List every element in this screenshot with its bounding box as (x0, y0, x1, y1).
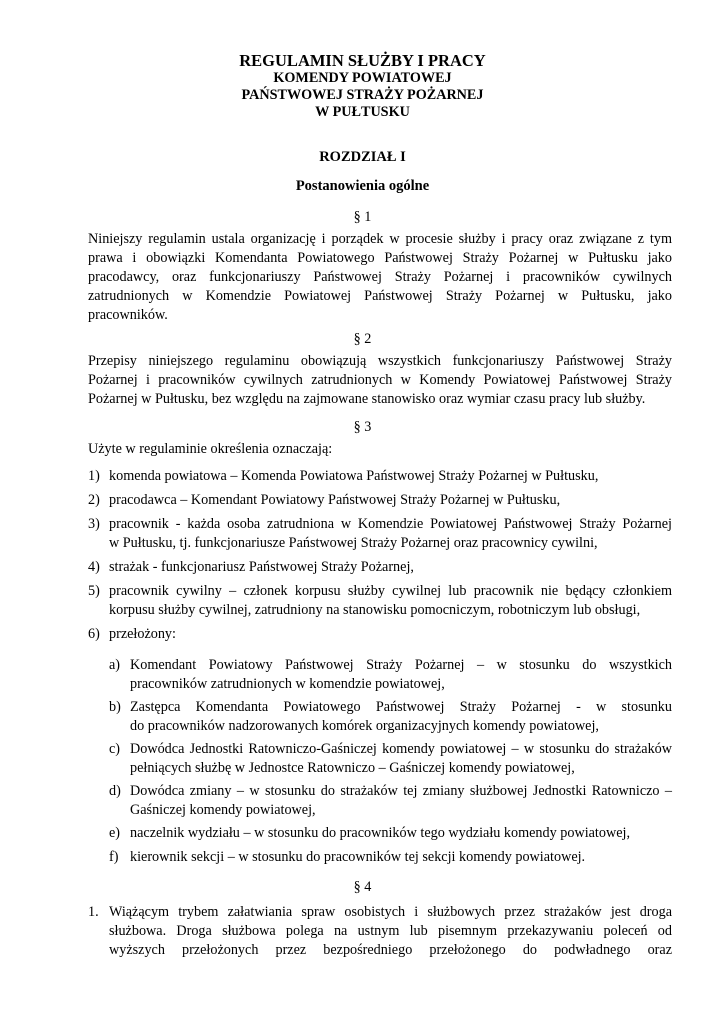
sublist-item-line: kierownik sekcji – w stosunku do pracowników tej sekcji komendy powiatowej. (130, 849, 586, 865)
list-number: 2) (88, 492, 100, 508)
sublist-item-line: Dowódca zmiany – w stosunku do strażaków tej zmiany służbowej Jednostki Ratowniczo – (130, 783, 672, 799)
list-item (109, 582, 672, 620)
section-mark: § 1 (353, 209, 372, 225)
list-item (109, 491, 672, 510)
document-subtitle-line: W PUŁTUSKU (315, 104, 410, 120)
sublist-item (130, 740, 672, 778)
sublist-item-line: Zastępca Komendanta Powiatowego Państwowej Straży Pożarnej - w stosunku (130, 699, 672, 715)
list-item-line: pracodawca – Komendant Powiatowy Państwowej Straży Pożarnej w Pułtusku, (109, 492, 561, 508)
list-item (109, 467, 672, 486)
sublist-letter: d) (109, 783, 121, 799)
paragraph-line: pracodawcy, oraz funkcjonariuszy Państwowej Straży Pożarnej i pracowników cywilnych (88, 269, 672, 285)
paragraph-line: służbowa. Droga służbowa polega na ustnym lub pisemnym przekazywaniu poleceń od (109, 923, 672, 939)
sublist-item (130, 782, 672, 820)
list-item-line: komenda powiatowa – Komenda Powiatowa Państwowej Straży Pożarnej w Pułtusku, (109, 468, 599, 484)
sublist-letter: f) (109, 849, 119, 865)
document-subtitle-line: PAŃSTWOWEJ STRAŻY POŻARNEJ (241, 87, 484, 103)
section-mark: § 3 (353, 419, 372, 435)
chapter-label: ROZDZIAŁ I (319, 149, 406, 165)
section-paragraph (88, 230, 672, 325)
list-number: 1) (88, 468, 100, 484)
section-paragraph (88, 352, 672, 409)
list-item-line: w Pułtusku, tj. funkcjonariusze Państwowej Straży Pożarnej oraz pracownicy cywilni, (109, 535, 598, 551)
list-number: 4) (88, 559, 100, 575)
sublist-letter: e) (109, 825, 121, 841)
section-mark: § 2 (353, 331, 372, 347)
sublist-item-line: pracowników zatrudnionych w komendzie powiatowej, (130, 676, 445, 692)
paragraph-line: pracowników. (88, 307, 168, 323)
sublist-item-line: Dowódca Jednostki Ratowniczo-Gaśniczej komendy powiatowej – w stosunku do strażaków (130, 741, 672, 757)
sublist-item (130, 848, 672, 867)
paragraph-line: Pożarnej i pracowników cywilnych zatrudnionych w Komendy Powiatowej Państwowej Straży (88, 372, 672, 388)
list-number: 1. (88, 904, 99, 920)
sublist-letter: a) (109, 657, 121, 673)
sublist-letter: b) (109, 699, 121, 715)
list-item (109, 515, 672, 553)
sublist-item-line: do pracowników nadzorowanych komórek organizacyjnych komendy powiatowej, (130, 718, 599, 734)
list-item-line: strażak - funkcjonariusz Państwowej Straży Pożarnej, (109, 559, 414, 575)
list-item-line: pracownik - każda osoba zatrudniona w Komendzie Powiatowej Państwowej Straży Pożarnej (109, 516, 672, 532)
sublist-item-line: Komendant Powiatowy Państwowej Straży Pożarnej – w stosunku do wszystkich (130, 657, 672, 673)
chapter-subtitle: Postanowienia ogólne (295, 178, 430, 194)
list-item (109, 558, 672, 577)
list-item-line: pracownik cywilny – członek korpusu służby cywilnej lub pracownik nie będący członkiem (109, 583, 672, 599)
paragraph-line: prawa i obowiązki Komendanta Powiatowego Państwowej Straży Pożarnej w Pułtusku jako (88, 250, 672, 266)
section-intro: Użyte w regulaminie określenia oznaczają: (88, 441, 333, 457)
paragraph-line: Pożarnej w Pułtusku, bez względu na zajmowane stanowisko oraz wymiar czasu pracy lub służby. (88, 391, 646, 407)
sublist-item-line: naczelnik wydziału – w stosunku do pracowników tego wydziału komendy powiatowej, (130, 825, 630, 841)
sublist-item (130, 824, 672, 843)
list-number: 3) (88, 516, 100, 532)
list-number: 6) (88, 626, 100, 642)
section-paragraph (109, 903, 672, 960)
document-subtitle-line: KOMENDY POWIATOWEJ (273, 70, 452, 86)
section-mark: § 4 (353, 879, 372, 895)
list-item-line: korpusu służby cywilnej, zatrudniony na stanowisku pomocniczym, robotniczym lub obsługi, (109, 602, 641, 618)
sublist-item-line: Gaśniczej komendy powiatowej, (130, 802, 316, 818)
sublist-item (130, 698, 672, 736)
sublist-item-line: pełniących służbę w Jednostce Ratowniczo – Gaśniczej komendy powiatowej, (130, 760, 575, 776)
sublist-item (130, 656, 672, 694)
list-item-line: przełożony: (109, 626, 176, 642)
sublist-letter: c) (109, 741, 121, 757)
list-number: 5) (88, 583, 100, 599)
paragraph-line: wyższych przełożonych przez bezpośredniego przełożonego do podwładnego oraz (109, 942, 672, 958)
document-title: REGULAMIN SŁUŻBY I PRACY (239, 51, 486, 70)
paragraph-line: Wiążącym trybem załatwiania spraw osobistych i służbowych przez strażaków jest droga (109, 904, 672, 920)
paragraph-line: Przepisy niniejszego regulaminu obowiązują wszystkich funkcjonariuszy Państwowej Straży (88, 353, 672, 369)
list-item (109, 625, 672, 644)
paragraph-line: Niniejszy regulamin ustala organizację i porządek w procesie służby i pracy oraz związane z tym (88, 231, 672, 247)
paragraph-line: zatrudnionych w Komendzie Powiatowej Państwowej Straży Pożarnej w Pułtusku, jako (88, 288, 672, 304)
